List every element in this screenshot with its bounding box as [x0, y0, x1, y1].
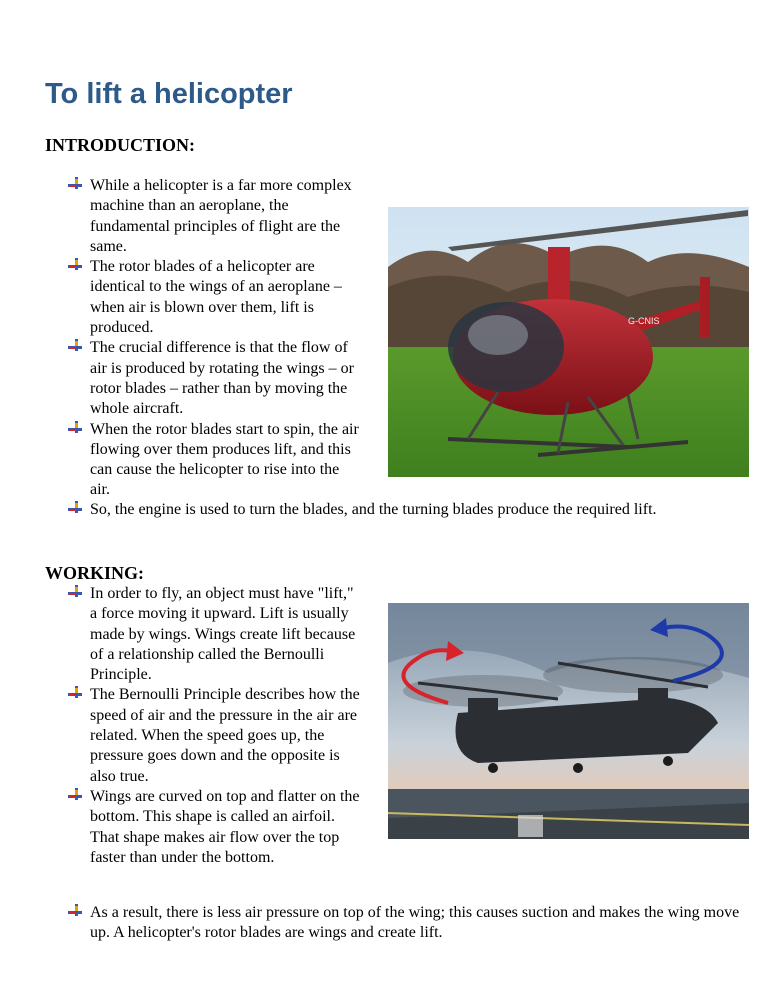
arrow-bullet-icon [68, 501, 84, 517]
intro-bullet-list-wide [68, 500, 748, 520]
red-helicopter-photo [388, 207, 749, 477]
list-item [68, 338, 360, 419]
intro-bullet-1: While a helicopter is a far more complex machine than an aeroplane, the fundamental principles of flight are the same. [90, 177, 352, 255]
working-bullet-1: In order to fly, an object must have "lift," a force moving it upward. Lift is usually made by wings. Wings create lift because of a relationship called the Bernoulli Principle. [90, 585, 356, 684]
arrow-bullet-icon [68, 258, 84, 274]
arrow-bullet-icon [68, 904, 84, 920]
working-bullet-list [68, 584, 360, 868]
introduction-heading: INTRODUCTION: [45, 135, 196, 155]
intro-bullet-3: The crucial difference is that the flow of air is produced by rotating the wings – or rotor blades – rather than by moving the whole aircraft. [90, 339, 354, 418]
arrow-bullet-icon [68, 686, 84, 702]
arrow-bullet-icon [68, 177, 84, 193]
working-bullet-3: Wings are curved on top and flatter on the bottom. This shape is called an airfoil. That shape makes air flow over the top faster than under the bottom. [90, 787, 360, 866]
registration-label: G-CNIS [628, 316, 660, 326]
list-item [68, 584, 360, 685]
intro-bullet-5: So, the engine is used to turn the blades, and the turning blades produce the required lift. [90, 501, 657, 518]
list-item [68, 257, 360, 338]
arrow-bullet-icon [68, 788, 84, 804]
arrow-bullet-icon [68, 421, 84, 437]
intro-bullet-2: The rotor blades of a helicopter are identical to the wings of an aeroplane –when air is blown over them, lift is produced. [90, 258, 342, 337]
arrow-bullet-icon [68, 585, 84, 601]
working-bullet-list-wide [68, 903, 748, 944]
working-bullet-4: As a result, there is less air pressure on top of the wing; this causes suction and makes the wing move up. A helicopter's rotor blades are wings and create lift. [90, 904, 740, 942]
list-item [68, 685, 360, 786]
chinook-helicopter-photo [388, 603, 749, 839]
list-item [68, 176, 360, 257]
working-bullet-2: The Bernoulli Principle describes how the speed of air and the pressure in the air are related. When the speed goes up, the pressure goes down and the opposite is also true. [90, 686, 360, 785]
page-title: To lift a helicopter [45, 78, 293, 110]
list-item [68, 500, 748, 520]
intro-bullet-list [68, 176, 360, 501]
list-item [68, 787, 360, 868]
working-heading: WORKING: [45, 563, 144, 583]
arrow-bullet-icon [68, 339, 84, 355]
intro-bullet-4: When the rotor blades start to spin, the air flowing over them produces lift, and this can cause the helicopter to rise into the air. [90, 420, 359, 499]
list-item [68, 420, 360, 501]
list-item [68, 903, 748, 944]
